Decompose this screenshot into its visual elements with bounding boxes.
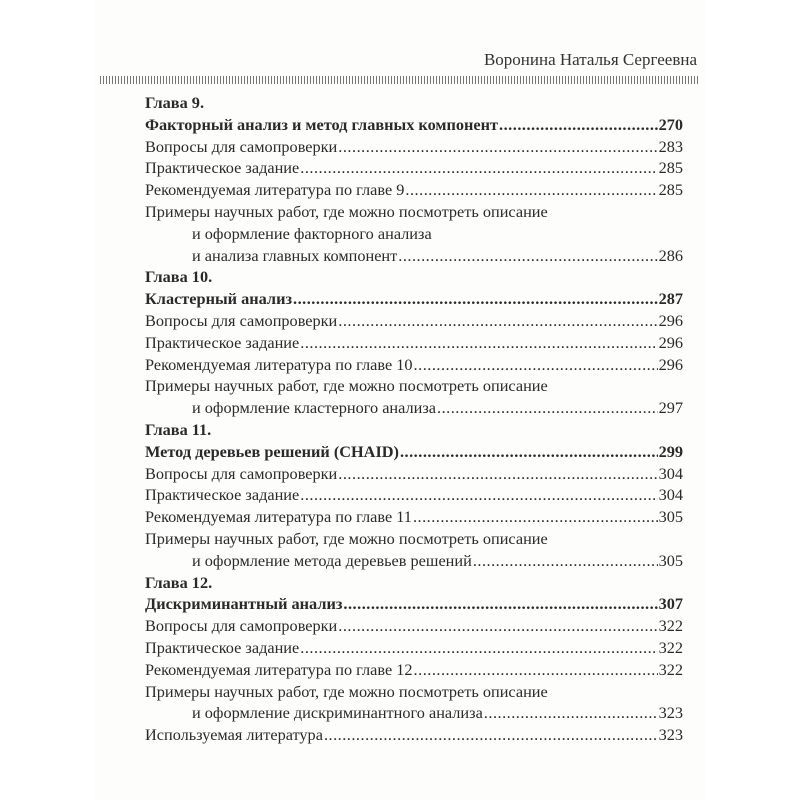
- page-number: 296: [658, 310, 683, 330]
- dot-leader: [338, 310, 657, 332]
- dot-leader: [324, 724, 658, 746]
- page-number: 304: [658, 463, 683, 483]
- dot-leader: [338, 136, 657, 158]
- entry-title: Практическое задание: [145, 158, 300, 178]
- chapter-entry: [145, 114, 683, 136]
- page-number: 322: [658, 659, 683, 679]
- entry-title: Используемая литература: [145, 725, 323, 745]
- page-number: 323: [658, 725, 683, 745]
- header-rule: [100, 76, 698, 84]
- entry-title: Вопросы для самопроверки: [145, 310, 338, 330]
- chapter-label: Глава 10.: [145, 267, 213, 287]
- dot-leader: [405, 179, 657, 201]
- toc-entry: [145, 310, 683, 332]
- page-number: 285: [658, 180, 683, 200]
- toc-entry: [145, 397, 683, 419]
- chapter-label: Глава 11.: [145, 419, 212, 439]
- entry-title: Рекомендуемая литература по главе 11: [145, 507, 412, 527]
- table-of-contents: [145, 92, 683, 746]
- dot-leader: [300, 637, 657, 659]
- chapter-entry: [145, 441, 683, 463]
- toc-entry: [145, 637, 683, 659]
- page-number: 305: [658, 507, 683, 527]
- entry-line: Примеры научных работ, где можно посмотреть описание: [145, 201, 548, 221]
- dot-leader: [499, 114, 658, 136]
- dot-leader: [484, 702, 658, 724]
- chapter-entry: [145, 288, 683, 310]
- toc-entry: [145, 484, 683, 506]
- entry-line: Примеры научных работ, где можно посмотреть описание: [145, 681, 548, 701]
- entry-title: Рекомендуемая литература по главе 9: [145, 180, 405, 200]
- toc-entry: [145, 659, 683, 681]
- entry-title: Вопросы для самопроверки: [145, 136, 338, 156]
- dot-leader: [473, 550, 658, 572]
- page-number: 287: [658, 289, 683, 309]
- entry-title: Рекомендуемая литература по главе 10: [145, 354, 413, 374]
- page-number: 323: [658, 703, 683, 723]
- entry-title: Вопросы для самопроверки: [145, 616, 338, 636]
- entry-line: Примеры научных работ, где можно посмотреть описание: [145, 376, 548, 396]
- entry-title: Дискриминантный анализ: [145, 594, 343, 614]
- toc-entry: [145, 245, 683, 267]
- page-number: 283: [658, 136, 683, 156]
- entry-title: Вопросы для самопроверки: [145, 463, 338, 483]
- entry-title: и анализа главных компонент: [192, 245, 398, 265]
- page-number: 305: [658, 550, 683, 570]
- page-number: 299: [658, 441, 683, 461]
- page-number: 304: [658, 485, 683, 505]
- entry-title: Практическое задание: [145, 485, 300, 505]
- page-number: 322: [658, 637, 683, 657]
- toc-entry: [145, 615, 683, 637]
- entry-title: и оформление дискриминантного анализа: [192, 703, 483, 723]
- dot-leader: [413, 506, 658, 528]
- toc-entry: [145, 702, 683, 724]
- entry-title: Рекомендуемая литература по главе 12: [145, 659, 413, 679]
- chapter-label: Глава 12.: [145, 572, 213, 592]
- page-number: 296: [658, 332, 683, 352]
- page-number: 296: [658, 354, 683, 374]
- entry-title: Практическое задание: [145, 637, 300, 657]
- dot-leader: [300, 157, 657, 179]
- dot-leader: [293, 288, 658, 310]
- page-number: 297: [658, 398, 683, 418]
- dot-leader: [338, 463, 657, 485]
- references-entry: [145, 724, 683, 746]
- entry-title: Кластерный анализ: [145, 289, 292, 309]
- entry-line: Примеры научных работ, где можно посмотреть описание: [145, 528, 548, 548]
- dot-leader: [338, 615, 657, 637]
- toc-entry: [145, 506, 683, 528]
- toc-entry: [145, 354, 683, 376]
- page-number: 286: [658, 245, 683, 265]
- chapter-label: Глава 9.: [145, 93, 205, 112]
- page-number: 322: [658, 616, 683, 636]
- dot-leader: [300, 484, 657, 506]
- page-number: 285: [658, 158, 683, 178]
- dot-leader: [414, 354, 658, 376]
- entry-line: и оформление факторного анализа: [192, 223, 432, 243]
- toc-entry: [145, 136, 683, 158]
- entry-title: и оформление метода деревьев решений: [192, 550, 472, 570]
- dot-leader: [300, 332, 657, 354]
- toc-entry: [145, 332, 683, 354]
- dot-leader: [400, 441, 658, 463]
- entry-title: Метод деревьев решений (CHAID): [145, 441, 399, 461]
- page-number: 307: [658, 594, 683, 614]
- toc-entry: [145, 179, 683, 201]
- dot-leader: [398, 245, 657, 267]
- running-header-author: Воронина Наталья Сергеевна: [483, 50, 697, 69]
- page-number: 270: [658, 114, 683, 134]
- dot-leader: [414, 659, 658, 681]
- toc-entry: [145, 550, 683, 572]
- toc-entry: [145, 157, 683, 179]
- toc-entry: [145, 463, 683, 485]
- entry-title: Практическое задание: [145, 332, 300, 352]
- chapter-entry: [145, 593, 683, 615]
- entry-title: Факторный анализ и метод главных компонент: [145, 114, 499, 134]
- entry-title: и оформление кластерного анализа: [192, 398, 436, 418]
- dot-leader: [437, 397, 658, 419]
- dot-leader: [343, 593, 657, 615]
